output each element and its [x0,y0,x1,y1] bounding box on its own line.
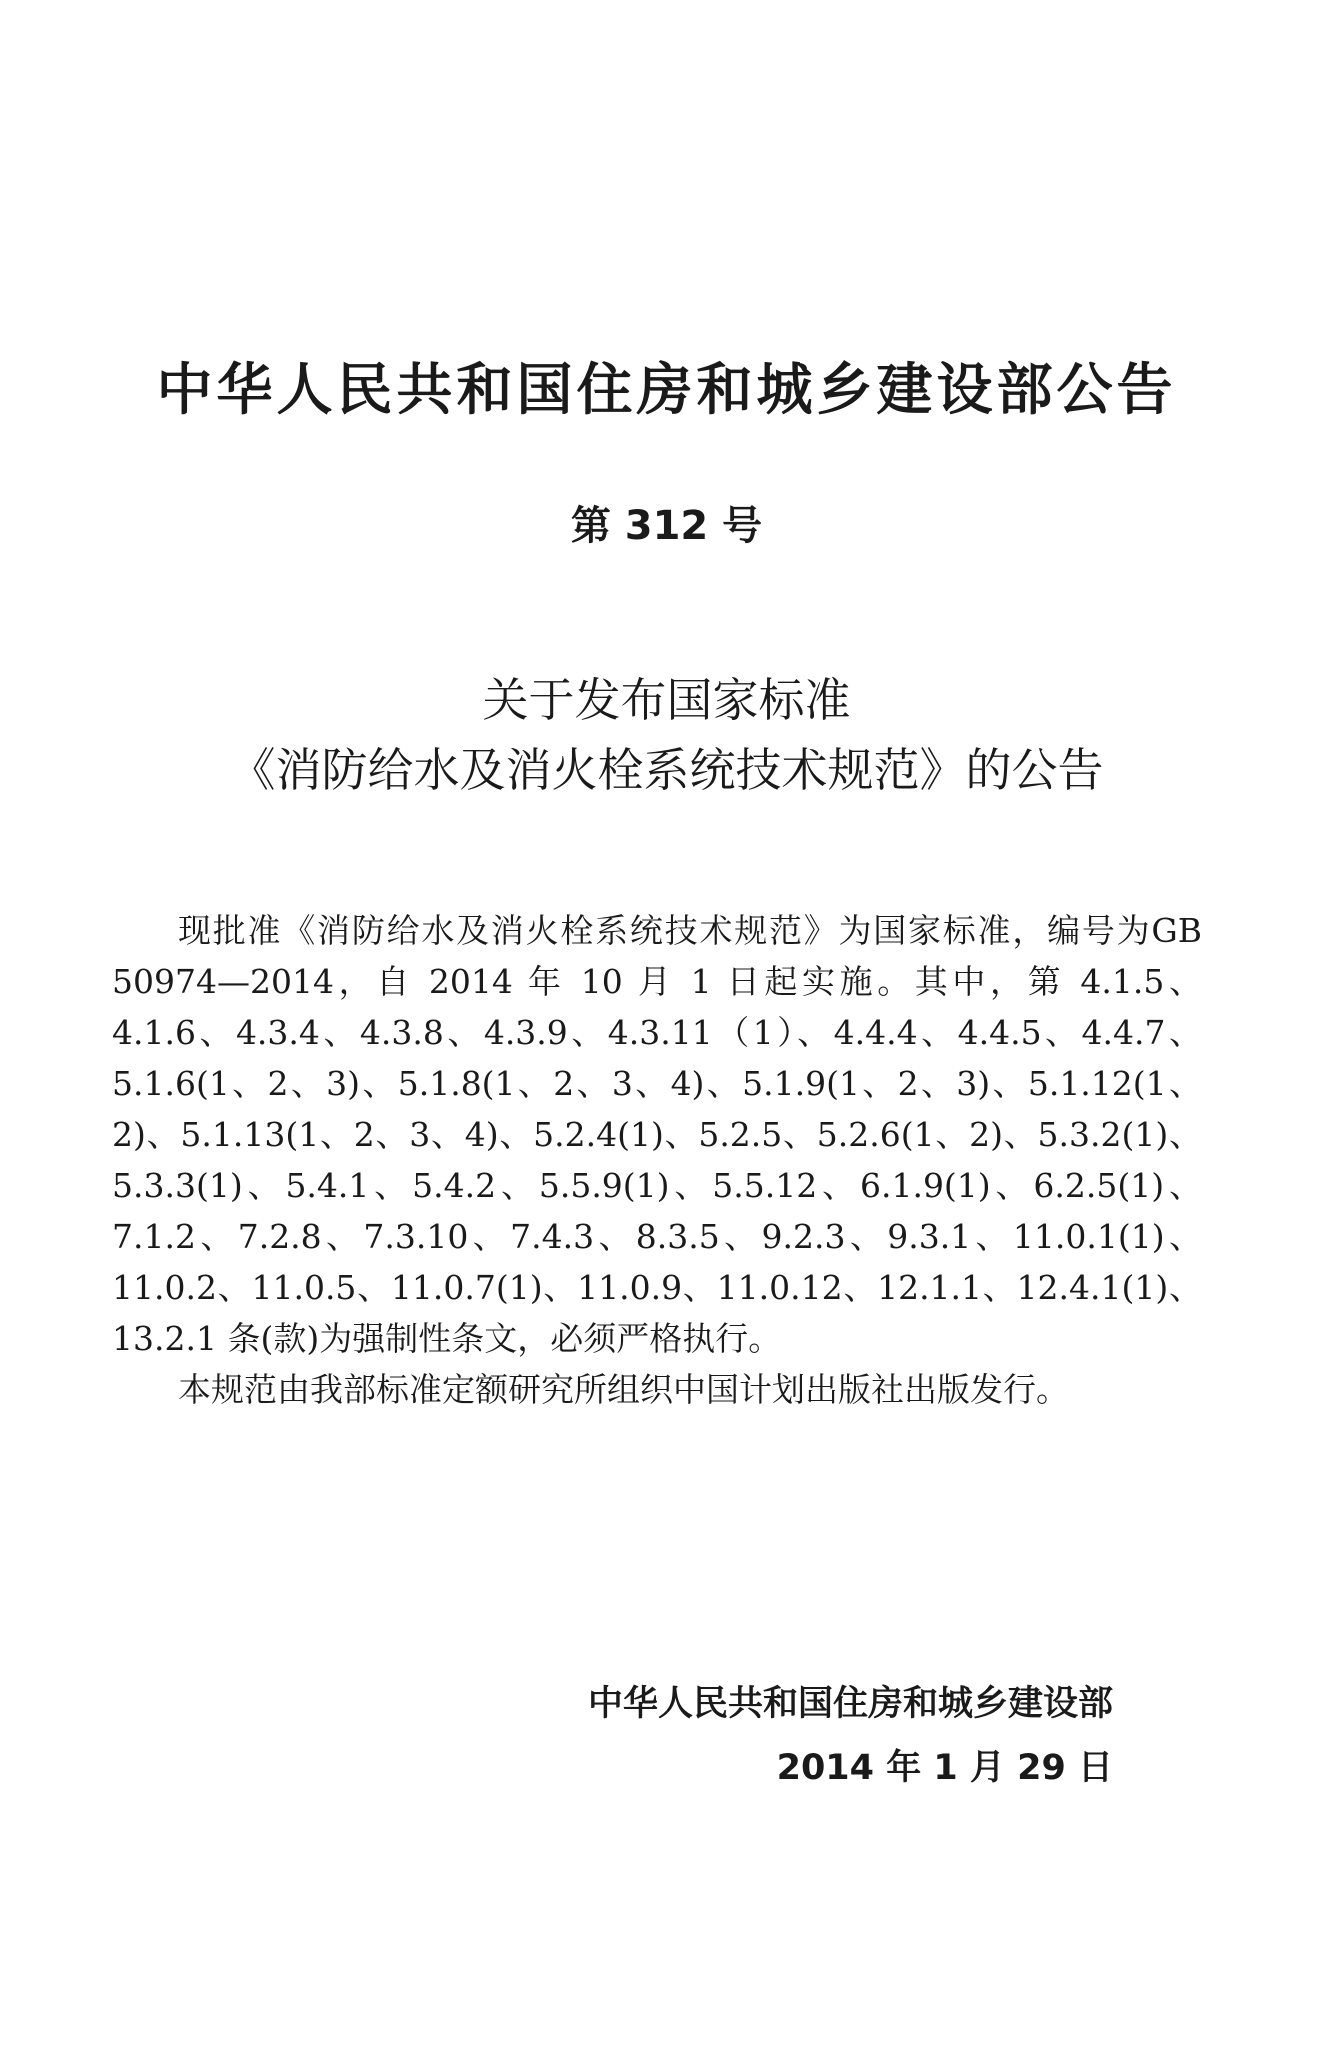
issue-date: 2014 年 1 月 29 日 [776,1748,1113,1788]
document-number: 第 312 号 [570,503,763,549]
issuer-name: 中华人民共和国住房和城乡建设部 [587,1684,1113,1724]
subject-line-1: 关于发布国家标准 [482,673,851,727]
announcement-subject [0,665,1333,805]
body-paragraph-2: 本规范由我部标准定额研究所组织中国计划出版社出版发行。 [178,1370,1069,1409]
agency-title: 中华人民共和国住房和城乡建设部公告 [156,358,1177,423]
body-paragraph-1: 现批准《消防给水及消火栓系统技术规范》为国家标准，编号为GB 50974—2014，自 2014 年 10 月 1 日起实施。其中，第 4.1.5、4.1.6、4.3.4、4.3.8、4.3.9、4.3.11（1）、4.4.4、4.4.5、4.4.7、5.1.6(1、2、3)、5.1.8(1、2、3、4)、5.1.9(1、2、3)、5.1.12(1、2)、5.1.13(1、2、3、4)、5.2.4(1)、5.2.5、5.2.6(1、2)、5.3.2(1)、5.3.3(1)、5.4.1、5.4.2、5.5.9(1)、5.5.12、6.1.9(1)、6.2.5(1)、7.1.2、7.2.8、7.3.10、7.4.3、8.3.5、9.2.3、9.3.1、11.0.1(1)、11.0.2、11.0.5、11.0.7(1)、11.0.9、11.0.12、12.1.1、12.4.1(1)、13.2.1 条(款)为强制性条文，必须严格执行。 [112,911,1202,1358]
announcement-body [112,905,1202,1415]
signature-block [588,1672,1113,1800]
subject-line-2: 《消防给水及消火栓系统技术规范》的公告 [229,743,1104,797]
